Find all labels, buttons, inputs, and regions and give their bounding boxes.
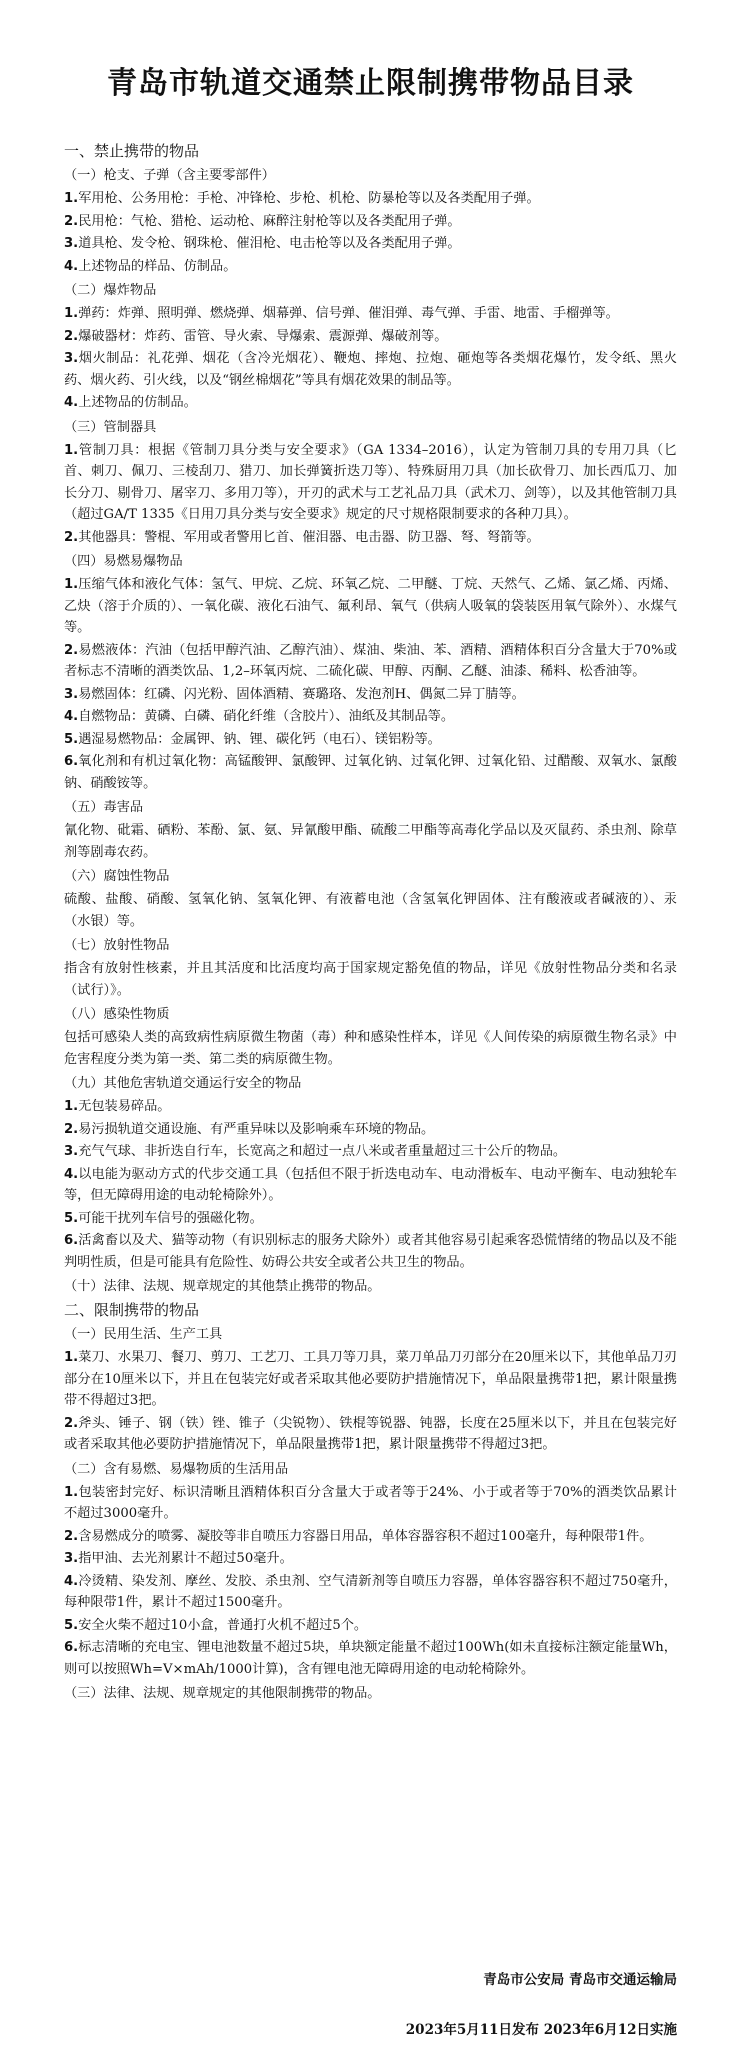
item-number: 1. <box>64 1099 79 1114</box>
item-text: 民用枪：气枪、猎枪、运动枪、麻醉注射枪等以及各类配用子弹。 <box>78 213 461 229</box>
item-text: 氰化物、砒霜、硒粉、苯酚、氯、氨、异氰酸甲酯、硫酸二甲酯等高毒化学品以及灭鼠药、杀虫剂、除草剂等剧毒农药。 <box>64 823 677 860</box>
item-text: 无包装易碎品。 <box>78 1099 171 1114</box>
list-item <box>64 1413 677 1456</box>
list-item <box>64 256 677 278</box>
list-item <box>64 820 677 863</box>
item-number: 5. <box>64 1210 79 1226</box>
item-text: 管制刀具：根据《管制刀具分类与安全要求》（GA 1334–2016），认定为管制刀具的专用刀具（匕首、刺刀、佩刀、三棱刮刀、猎刀、加长弹簧折迭刀等）、特殊厨用刀具（加长砍骨刀、加长西瓜刀、加长分刀、剔骨刀、屠宰刀、多用刀等），开刃的武术与工艺礼品刀具（武术刀、剑等），以及其他管制刀具（超过GA/T 1335《日用刀具分类与安全要求》规定的尺寸规格限制要求的各种刀具）。 <box>64 442 677 522</box>
section-heading: 一、禁止携带的物品 <box>64 142 200 160</box>
list-item <box>64 958 677 1001</box>
item-text: 烟火制品：礼花弹、烟花（含冷光烟花）、鞭炮、摔炮、拉炮、砸炮等各类烟花爆竹，发令纸、黑火药、烟火药、引火线，以及“钢丝棉烟花”等具有烟花效果的制品等。 <box>64 351 677 388</box>
item-number: 3. <box>64 686 79 702</box>
document-title: 青岛市轨道交通禁止限制携带物品目录 <box>107 66 634 101</box>
list-item <box>64 1526 677 1548</box>
subsection-heading: （六）腐蚀性物品 <box>64 869 170 884</box>
list-item <box>64 1164 677 1207</box>
item-text: 菜刀、水果刀、餐刀、剪刀、工艺刀、工具刀等刀具，菜刀单品刀刃部分在20厘米以下，其他单品刀刃部分在10厘米以下，并且在包装完好或者采取其他必要防护措施情况下，单品限量携带1把，累计限量携带不得超过3把。 <box>64 1350 677 1408</box>
subsection-heading: （十）法律、法规、规章规定的其他禁止携带的物品。 <box>64 1279 381 1294</box>
item-number: 2. <box>64 1121 79 1137</box>
item-number: 1. <box>64 1484 79 1500</box>
item-number: 4. <box>64 709 79 724</box>
item-number: 3. <box>64 1551 79 1566</box>
item-text: 硫酸、盐酸、硝酸、氢氧化钠、氢氧化钾、有液蓄电池（含氢氧化钾固体、注有酸液或者碱液的）、汞（水银）等。 <box>64 892 677 929</box>
subsection-heading: （九）其他危害轨道交通运行安全的物品 <box>64 1076 302 1091</box>
item-number: 2. <box>64 328 79 344</box>
item-number: 6. <box>64 1233 79 1248</box>
item-number: 4. <box>64 258 79 274</box>
item-text: 弹药：炸弹、照明弹、燃烧弹、烟幕弹、信号弹、催泪弹、毒气弹、手雷、地雷、手榴弹等。 <box>78 306 619 321</box>
item-number: 3. <box>64 1144 79 1159</box>
item-number: 6. <box>64 1640 79 1655</box>
item-text: 冷烫精、染发剂、摩丝、发胶、杀虫剂、空气清新剂等自喷压力容器，单体容器容积不超过750毫升，每种限带1件，累计不超过1500毫升。 <box>64 1573 677 1610</box>
list-item <box>64 188 677 210</box>
item-number: 4. <box>64 1166 79 1182</box>
item-number: 2. <box>64 642 79 658</box>
subsection-heading: （七）放射性物品 <box>64 938 170 953</box>
item-text: 上述物品的样品、仿制品。 <box>78 258 237 274</box>
list-item <box>64 574 677 639</box>
item-text: 易污损轨道交通设施、有严重异味以及影响乘车环境的物品。 <box>78 1121 435 1137</box>
list-item <box>64 684 677 706</box>
list-item <box>64 326 677 348</box>
item-text: 充气气球、非折迭自行车，长宽高之和超过一点八米或者重量超过三十公斤的物品。 <box>78 1144 567 1159</box>
item-number: 1. <box>64 1350 79 1365</box>
item-number: 2. <box>64 529 79 545</box>
item-number: 5. <box>64 731 79 747</box>
subsection-heading: （二）爆炸物品 <box>64 283 157 298</box>
list-item <box>64 640 677 683</box>
item-text: 活禽畜以及犬、猫等动物（有识别标志的服务犬除外）或者其他容易引起乘客恐慌情绪的物品以及不能判明性质，但是可能具有危险性、妨碍公共安全或者公共卫生的物品。 <box>64 1233 677 1270</box>
item-text: 包括可感染人类的高致病性病原微生物菌（毒）种和感染性样本，详见《人间传染的病原微生物名录》中危害程度分类为第一类、第二类的病原微生物。 <box>64 1030 677 1067</box>
list-item <box>64 1119 677 1141</box>
item-text: 以电能为驱动方式的代步交通工具（包括但不限于折迭电动车、电动滑板车、电动平衡车、电动独轮车等，但无障碍用途的电动轮椅除外）。 <box>64 1166 677 1203</box>
subsection-heading: （三）法律、法规、规章规定的其他限制携带的物品。 <box>64 1686 381 1701</box>
item-number: 6. <box>64 754 79 769</box>
item-text: 遇湿易燃物品：金属钾、钠、锂、碳化钙（电石）、镁铝粉等。 <box>78 731 441 747</box>
list-item <box>64 729 677 751</box>
list-item <box>64 1096 677 1118</box>
list-item <box>64 1230 677 1273</box>
list-item <box>64 1637 677 1680</box>
subsection-heading: （五）毒害品 <box>64 800 144 815</box>
item-number: 1. <box>64 442 79 458</box>
item-text: 包装密封完好、标识清晰且酒精体积百分含量大于或者等于24%、小于或者等于70%的酒类饮品累计不超过3000毫升。 <box>64 1484 677 1521</box>
subsection-heading: （二）含有易燃、易爆物质的生活用品 <box>64 1461 289 1477</box>
publish-dates: 2023年5月11日发布 2023年6月12日实施 <box>405 2022 677 2038</box>
list-item <box>64 392 677 414</box>
subsection-heading: （四）易燃易爆物品 <box>64 554 183 569</box>
item-number: 1. <box>64 191 79 206</box>
item-text: 安全火柴不超过10小盒，普通打火机不超过5个。 <box>78 1617 368 1633</box>
list-item <box>64 303 677 325</box>
item-number: 3. <box>64 236 79 251</box>
item-text: 指甲油、去光剂累计不超过50毫升。 <box>78 1551 293 1566</box>
item-number: 1. <box>64 306 79 321</box>
item-number: 1. <box>64 577 79 592</box>
item-text: 军用枪、公务用枪：手枪、冲锋枪、步枪、机枪、防暴枪等以及各类配用子弹。 <box>78 191 540 206</box>
list-item <box>64 1141 677 1163</box>
item-text: 可能干扰列车信号的强磁化物。 <box>78 1210 263 1226</box>
item-text: 氧化剂和有机过氧化物：高锰酸钾、氯酸钾、过氧化钠、过氧化钾、过氧化铅、过醋酸、双氧水、氯酸钠、硝酸铵等。 <box>64 754 677 791</box>
item-text: 道具枪、发令枪、钢珠枪、催泪枪、电击枪等以及各类配用子弹。 <box>78 236 461 251</box>
list-item <box>64 211 677 233</box>
list-item <box>64 527 677 549</box>
item-text: 爆破器材：炸药、雷管、导火索、导爆索、震源弹、爆破剂等。 <box>78 328 448 344</box>
list-item <box>64 1027 677 1070</box>
issuing-authorities: 青岛市公安局 青岛市交通运输局 <box>483 1972 677 1988</box>
subsection-heading: （一）民用生活、生产工具 <box>64 1327 223 1342</box>
item-text: 其他器具：警棍、军用或者警用匕首、催泪器、电击器、防卫器、弩、弩箭等。 <box>78 529 540 545</box>
item-number: 2. <box>64 213 79 229</box>
list-item <box>64 1615 677 1637</box>
item-number: 2. <box>64 1528 79 1544</box>
section-heading: 二、限制携带的物品 <box>64 1301 200 1319</box>
list-item <box>64 233 677 255</box>
item-number: 4. <box>64 1573 79 1589</box>
list-item <box>64 348 677 391</box>
subsection-heading: （八）感染性物质 <box>64 1007 170 1022</box>
item-number: 4. <box>64 395 79 410</box>
subsection-heading: （一）枪支、子弹（含主要零部件） <box>64 168 275 183</box>
item-text: 易燃液体：汽油（包括甲醇汽油、乙醇汽油）、煤油、柴油、苯、酒精、酒精体积百分含量大于70%或者标志不清晰的酒类饮品、1,2–环氧丙烷、二硫化碳、甲醇、丙酮、乙醚、油漆、稀料、松香油等。 <box>64 642 677 679</box>
item-number: 3. <box>64 351 79 366</box>
list-item <box>64 889 677 932</box>
item-text: 斧头、锤子、钢（铁）锉、锥子（尖锐物）、铁棍等锐器、钝器，长度在25厘米以下，并且在包装完好或者采取其他必要防护措施情况下，单品限量携带1把，累计限量携带不得超过3把。 <box>64 1415 677 1452</box>
item-number: 5. <box>64 1617 79 1633</box>
item-text: 自燃物品：黄磷、白磷、硝化纤维（含胶片）、油纸及其制品等。 <box>78 709 455 724</box>
item-text: 指含有放射性核素，并且其活度和比活度均高于国家规定豁免值的物品，详见《放射性物品分类和名录（试行）》。 <box>64 961 677 998</box>
list-item <box>64 751 677 794</box>
item-text: 易燃固体：红磷、闪光粉、固体酒精、赛璐珞、发泡剂H、偶氮二异丁腈等。 <box>78 686 525 702</box>
document-body <box>64 140 677 1704</box>
item-number: 2. <box>64 1415 79 1431</box>
list-item <box>64 1208 677 1230</box>
item-text: 上述物品的仿制品。 <box>78 395 197 410</box>
item-text: 含易燃成分的喷雾、凝胶等非自喷压力容器日用品，单体容器容积不超过100毫升，每种限带1件。 <box>78 1528 653 1544</box>
list-item <box>64 1347 677 1412</box>
list-item <box>64 1548 677 1570</box>
item-text: 压缩气体和液化气体：氢气、甲烷、乙烷、环氧乙烷、二甲醚、丁烷、天然气、乙烯、氯乙烯、丙烯、乙炔（溶于介质的）、一氧化碳、液化石油气、氟利昂、氧气（供病人吸氧的袋装医用氧气除外）、水煤气等。 <box>64 577 677 635</box>
list-item <box>64 706 677 728</box>
list-item <box>64 1482 677 1525</box>
item-text: 标志清晰的充电宝、锂电池数量不超过5块，单块额定能量不超过100Wh(如未直接标注额定能量Wh，则可以按照Wh=V×mAh/1000计算)，含有锂电池无障碍用途的电动轮椅除外。 <box>64 1640 677 1677</box>
list-item <box>64 440 677 526</box>
list-item <box>64 1571 677 1614</box>
subsection-heading: （三）管制器具 <box>64 419 157 435</box>
